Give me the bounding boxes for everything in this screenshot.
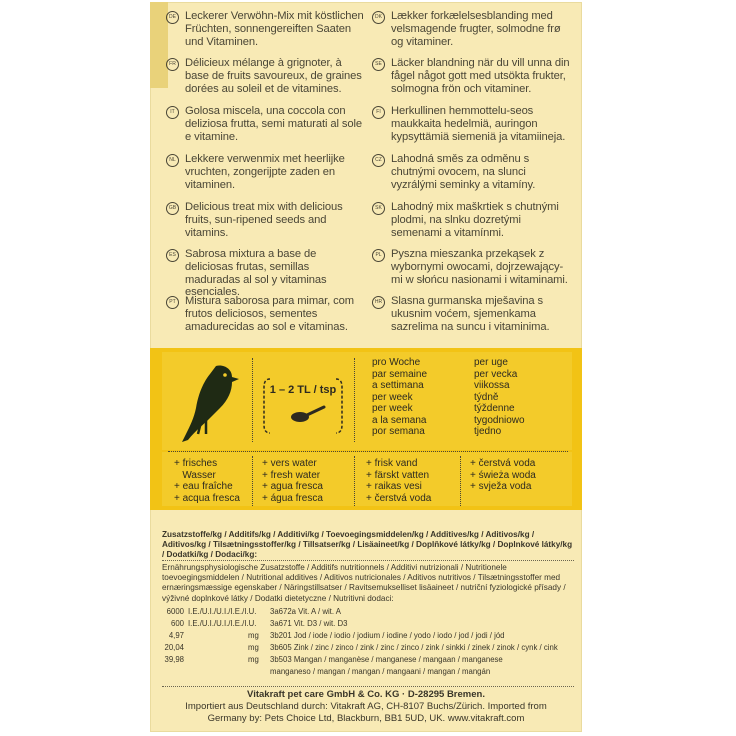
description-text: Läcker blandning när du vill unna din fågel något gott med utsökta frukter, solmogna frön och vitaminer.: [391, 57, 570, 95]
divider: [354, 358, 355, 442]
divider: [354, 456, 355, 506]
description-entry: [372, 153, 572, 191]
label-line: + svježa voda: [470, 481, 532, 492]
description-text: Mistura saborosa para mimar, com frutos deliciosos, sementes amadurecidas ao sol e vitaminas.: [185, 295, 355, 333]
label-line: + čerstvá voda: [366, 492, 432, 504]
description-text: Délicieux mélange à grignoter, à base de fruits savoureux, de graines dorées au soleil et de vitamines.: [185, 57, 362, 95]
language-flag-icon: ES: [166, 249, 179, 262]
description-entry: [166, 201, 366, 239]
table-cell: 3b201 Jod / iode / iodio / jodium / iodine / yodo / iodo / jod / jodi / jód: [270, 631, 505, 640]
description-text: Delicious treat mix with delicious fruits, sun-ripened seeds and vitamins.: [185, 201, 343, 239]
description-entry: [372, 295, 572, 333]
language-flag-icon: PL: [372, 249, 385, 262]
label-line: tjedno: [474, 426, 502, 437]
label-line: + fresh water: [262, 469, 321, 481]
description-text: Golosa miscela, una coccola con deliziosa frutta, semi maturati al sole e vitamine.: [185, 105, 363, 143]
description-text: Herkullinen hemmottelu-seos maukkaita hedelmiä, auringon kypsyttämiä siemeniä ja vitamiineja.: [391, 105, 566, 143]
table-cell: manganeso / mangan / mangan / mangaani / mangan / mangán: [270, 667, 491, 676]
language-flag-icon: CZ: [372, 154, 385, 167]
water-list: [262, 458, 323, 504]
per-week-list-left: [372, 357, 427, 438]
description-entry: [166, 10, 366, 48]
description-entry: [372, 105, 572, 143]
water-list: [470, 458, 536, 493]
label-line: per week: [372, 391, 413, 403]
table-cell: 39,98: [164, 655, 184, 664]
table-row: [162, 619, 574, 630]
table-cell: 3a672a Vit. A / wit. A: [270, 607, 341, 616]
description-text: Lahodný mix maškrtiek s chutnými plodmi, na slnku dozretými semenami a vitamínmi.: [391, 201, 559, 239]
table-row: [162, 607, 574, 618]
language-flag-icon: GB: [166, 202, 179, 215]
label-line: + acqua fresca: [174, 492, 240, 504]
label-line: viikossa: [474, 380, 510, 391]
bird-icon: [172, 360, 242, 442]
label-line: + świeża woda: [470, 469, 536, 481]
divider: [252, 456, 253, 506]
table-cell: 20,04: [164, 643, 184, 652]
label-line: par semaine: [372, 368, 428, 380]
label-line: + raikas vesi: [366, 481, 422, 492]
table-row: [162, 631, 574, 642]
language-flag-icon: HR: [372, 296, 385, 309]
language-flag-icon: NL: [166, 154, 179, 167]
description-entry: [166, 57, 366, 95]
water-list: [174, 458, 240, 504]
table-cell: 3b605 Zink / zinc / zinco / zink / zinc / zinco / zink / sinkki / zinek / zinok / cynk / cink: [270, 643, 558, 652]
dosage-amount: 1 – 2 TL / tsp: [269, 384, 337, 396]
description-entry: [166, 105, 366, 143]
label-line: + frisches: [174, 458, 218, 469]
language-flag-icon: SK: [372, 202, 385, 215]
table-cell: 3a671 Vit. D3 / wit. D3: [270, 619, 348, 628]
additives-header: Zusatzstoffe/kg / Additifs/kg / Additivi/kg / Toevoegingsmiddelen/kg / Additives/kg / Aditivos/kg / Aditivos/kg / Tilsætningsstoffer/kg / Tillsatser/kg / Lisäaineet/kg / Doplňkové látky/kg / Doplnkové látky/kg / Dodatki/kg / Dodaci/kg:: [162, 530, 573, 560]
label-line: + čerstvá voda: [470, 458, 536, 469]
label-line: tygodniowo: [474, 414, 525, 426]
label-line: per uge: [474, 357, 508, 368]
label-line: + färskt vatten: [366, 469, 430, 481]
table-row: [162, 667, 574, 678]
nutritional-additives-header: Ernährungsphysiologische Zusatzstoffe / Additifs nutritionnels / Additivi nutrizionali / Nutritionele toevoegingsmiddelen / Nutritional additives / Aditivos nutricionales / Aditivos nutritivos / Tilsætningsstoffer med ernæringsmæssige egenskaber / Näringstillsatser / Ravitsemukselliset lisäaineet / nutriční fyziologické přísady / výživné doplnkové látky / Dodatki dietetyczne / Nutritivni dodaci:: [162, 563, 566, 603]
label-line: per week: [372, 403, 413, 414]
description-entry: [372, 248, 572, 286]
language-flag-icon: PT: [166, 296, 179, 309]
description-entry: [166, 295, 366, 333]
description-text: Sabrosa mixtura a base de deliciosas frutas, semillas maduradas al sol y vitaminas esenciales.: [185, 248, 327, 299]
divider: [162, 560, 574, 561]
spoon-icon: [290, 410, 291, 411]
label-line: Wasser: [174, 469, 216, 481]
water-list: [366, 458, 431, 504]
table-cell: I.E./U.I./U.I./I.E./I.U.: [188, 619, 257, 628]
divider: [168, 451, 568, 452]
description-text: Lækker forkælelsesblanding med velsmagende frugter, solmodne frø og vitaminer.: [391, 10, 561, 48]
description-entry: [166, 248, 366, 299]
manufacturer-line: Vitakraft pet care GmbH & Co. KG · D-28295 Bremen.: [247, 689, 485, 700]
label-line: + agua fresca: [262, 481, 323, 492]
importer-line-2: Germany by: Pets Choice Ltd, Blackburn, BB1 5UD, UK. www.vitakraft.com: [207, 713, 525, 724]
table-cell: 4,97: [168, 631, 184, 640]
label-line: týdně: [474, 391, 499, 403]
label-line: a la semana: [372, 414, 427, 426]
label-line: + vers water: [262, 458, 317, 469]
table-row: [162, 655, 574, 666]
importer-line-1: Importiert aus Deutschland durch: Vitakraft AG, CH-8107 Buchs/Zürich. Imported from: [185, 701, 547, 712]
description-text: Pyszna mieszanka przekąsek z wybornymi owocami, dojrzewający-mi w słońcu nasionami i witaminami.: [391, 248, 568, 286]
label-line: pro Woche: [372, 357, 421, 368]
label-line: per vecka: [474, 368, 518, 380]
language-flag-icon: SE: [372, 58, 385, 71]
table-cell: 3b503 Mangan / manganèse / manganese / mangaan / manganese: [270, 655, 503, 664]
table-cell: 6000: [166, 607, 184, 616]
description-entry: [372, 57, 572, 95]
label-line: por semana: [372, 426, 425, 437]
description-entry: [166, 153, 366, 191]
label-line: + água fresca: [262, 492, 323, 504]
divider: [460, 456, 461, 506]
table-cell: mg: [248, 631, 259, 640]
label-line: + eau fraîche: [174, 481, 233, 492]
table-cell: mg: [248, 643, 259, 652]
description-text: Leckerer Verwöhn-Mix mit köstlichen Früchten, sonnengereiften Saaten und Vitaminen.: [185, 10, 364, 48]
description-text: Lahodná směs za odměnu s chutnými ovocem, na slunci vyzrálými seminky a vitamíny.: [391, 153, 536, 191]
per-week-list-right: [474, 357, 525, 438]
label-line: + frisk vand: [366, 458, 418, 469]
description-entry: [372, 10, 572, 48]
language-flag-icon: FI: [372, 106, 385, 119]
divider: [162, 686, 574, 687]
language-flag-icon: IT: [166, 106, 179, 119]
table-cell: I.E./U.I./U.I./I.E./I.U.: [188, 607, 257, 616]
label-line: a settimana: [372, 380, 424, 391]
label-line: týždenne: [474, 403, 515, 414]
language-flag-icon: FR: [166, 58, 179, 71]
table-row: [162, 643, 574, 654]
description-text: Slasna gurmanska mješavina s ukusnim voćem, sjemenkama sazrelima na suncu i vitaminima.: [391, 295, 550, 333]
description-text: Lekkere verwenmix met heerlijke vruchten, zongerijpte zaden en vitaminen.: [185, 153, 345, 191]
description-entry: [372, 201, 572, 239]
table-cell: 600: [170, 619, 184, 628]
language-flag-icon: DK: [372, 11, 385, 24]
table-cell: mg: [248, 655, 259, 664]
divider: [252, 358, 253, 442]
language-flag-icon: DE: [166, 11, 179, 24]
